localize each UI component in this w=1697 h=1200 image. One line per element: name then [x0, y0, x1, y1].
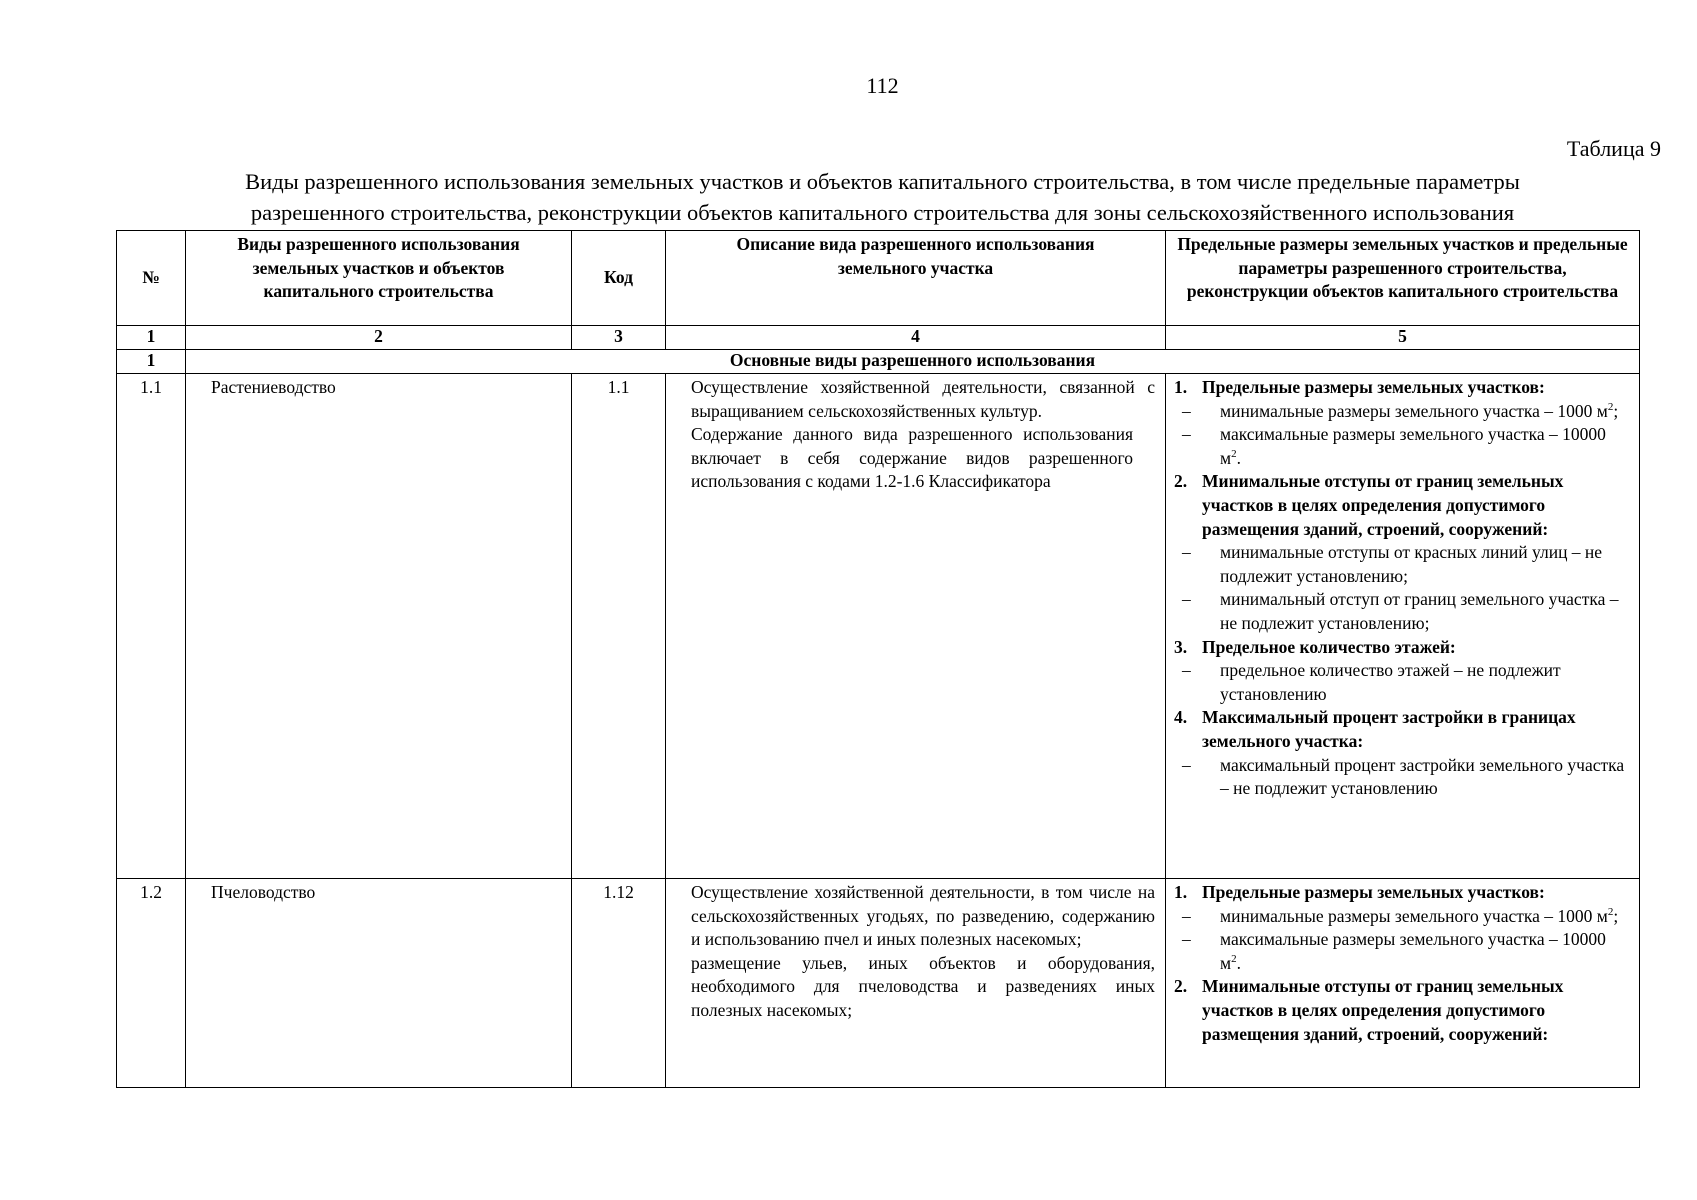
table-title-line-1: Виды разрешенного использования земельных участков и объектов капитального строительства, в том числе предельные параметры — [245, 169, 1520, 194]
param-heading: 1. Предельные размеры земельных участков: — [1174, 377, 1545, 397]
row-name: Растениеводство — [186, 374, 572, 879]
table-row — [117, 879, 1640, 1088]
row-code: 1.12 — [572, 879, 666, 1088]
header-kind: Виды разрешенного использования земельных участков и объектов капитального строительства — [186, 231, 572, 326]
header-desc: Описание вида разрешенного использования земельного участка — [666, 231, 1166, 326]
header-params: Предельные размеры земельных участков и предельные параметры разрешенного строительства, реконструкции объектов капитального строительства — [1166, 231, 1640, 326]
land-use-table — [116, 230, 1640, 1088]
param-item: – максимальные размеры земельного участка – 10000 $м^2$. — [1182, 424, 1606, 468]
section-title: Основные виды разрешенного использования — [186, 350, 1640, 374]
param-heading: 2. Минимальные отступы от границ земельных участков в целях определения допустимого размещения зданий, строений, сооружений: — [1174, 471, 1564, 539]
table-label: Таблица 9 — [1566, 136, 1661, 161]
header-code: Код — [572, 231, 666, 326]
param-item: – минимальный отступ от границ земельного участка – не подлежит установлению; — [1182, 589, 1619, 633]
param-heading: 1. Предельные размеры земельных участков: — [1174, 882, 1545, 902]
param-item: – минимальные размеры земельного участка – 1000 $м^2$; — [1182, 400, 1619, 421]
page-number: 112 — [866, 73, 899, 98]
table-row — [117, 374, 1640, 879]
column-numbers-row — [117, 326, 1640, 350]
param-item: – минимальные размеры земельного участка – 1000 $м^2$; — [1182, 905, 1619, 926]
param-item: – минимальные отступы от красных линий улиц – не подлежит установлению; — [1182, 542, 1603, 586]
column-number: 3 — [572, 326, 666, 350]
row-desc-paragraph: Осуществление хозяйственной деятельности, в том числе на сельскохозяйственных угодьях, по разведению, содержанию и использованию пчел и иных полезных насекомых; — [691, 882, 1155, 950]
row-name: Пчеловодство — [186, 879, 572, 1088]
row-num: 1.2 — [117, 879, 186, 1088]
param-heading: 4. Максимальный процент застройки в границах земельного участка: — [1174, 707, 1576, 751]
param-item: – предельное количество этажей – не подлежит установлению — [1182, 660, 1561, 704]
column-number: 2 — [186, 326, 572, 350]
table-title — [150, 166, 1615, 228]
row-desc-paragraph: размещение ульев, иных объектов и оборудования, необходимого для пчеловодства и разведениях иных полезных насекомых; — [691, 952, 1155, 1020]
section-num: 1 — [117, 350, 186, 374]
row-code: 1.1 — [572, 374, 666, 879]
section-row — [117, 350, 1640, 374]
column-number: 5 — [1166, 326, 1640, 350]
table-title-line-2: разрешенного строительства, реконструкции объектов капитального строительства для зоны сельскохозяйственного использования — [250, 200, 1515, 225]
param-heading: 2. Минимальные отступы от границ земельных участков в целях определения допустимого размещения зданий, строений, сооружений: — [1174, 976, 1564, 1044]
column-number: 4 — [666, 326, 1166, 350]
row-desc-paragraph: Содержание данного вида разрешенного использования включает в себя содержание видов разрешенного использования с кодами 1.2-1.6 Классификатора — [691, 424, 1133, 492]
row-params — [1166, 879, 1640, 1088]
row-desc-paragraph: Осуществление хозяйственной деятельности, связанной с выращиванием сельскохозяйственных культур. — [691, 377, 1155, 421]
table-header-row — [117, 231, 1640, 326]
param-item: – максимальный процент застройки земельного участка – не подлежит установлению — [1182, 754, 1625, 799]
header-num: № — [117, 231, 186, 326]
row-num: 1.1 — [117, 374, 186, 879]
param-heading: 3. Предельное количество этажей: — [1174, 636, 1456, 657]
row-params — [1166, 374, 1640, 879]
param-item: – максимальные размеры земельного участка – 10000 $м^2$. — [1182, 929, 1606, 973]
column-number: 1 — [117, 326, 186, 350]
row-desc — [666, 374, 1166, 879]
row-desc — [666, 879, 1166, 1088]
